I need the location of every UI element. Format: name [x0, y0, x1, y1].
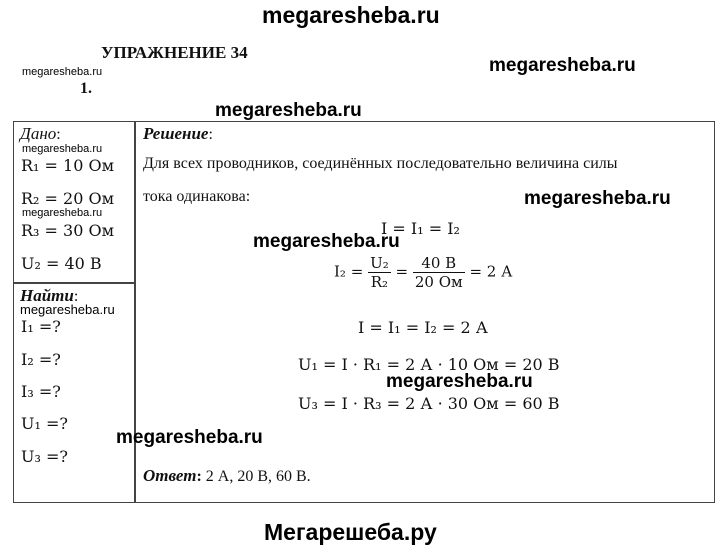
solution-text-line-1: Для всех проводников, соединённых последовательно величина силы [143, 155, 618, 172]
fraction-r2: R₂ [368, 272, 391, 291]
fraction-40v: 40 В [421, 254, 457, 272]
find-item-i1: I₁ =? [21, 317, 61, 336]
given-label: Дано: [20, 124, 61, 143]
watermark-right-2: megaresheba.ru [524, 188, 671, 209]
find-item-i3: I₃ =? [21, 382, 61, 401]
find-item-u3: U₃ =? [21, 447, 68, 466]
fraction-40-20 [413, 254, 465, 291]
answer: Ответ: 2 А, 20 В, 60 В. [143, 466, 311, 485]
equation-i2-eq: = [395, 262, 409, 281]
answer-value: 2 А, 20 В, 60 В. [205, 468, 311, 485]
watermark-small-3: megaresheba.ru [22, 207, 103, 219]
find-label: Найти: [20, 286, 79, 305]
exercise-title: УПРАЖНЕНИЕ 34 [101, 43, 248, 62]
equation-i2-lhs: I₂ = [334, 262, 364, 281]
watermark-small-1: megaresheba.ru [22, 66, 103, 78]
solution-label: Решение: [143, 124, 213, 143]
watermark-bottom-left: megaresheba.ru [116, 427, 263, 448]
fraction-20ohm: 20 Ом [414, 273, 463, 291]
given-item-u2: U₂ = 40 В [21, 254, 102, 273]
find-item-i2: I₂ =? [21, 350, 61, 369]
equation-i2-rhs: = 2 А [469, 262, 513, 281]
given-item-r3: R₃ = 30 Ом [21, 221, 115, 240]
equation-current-equal: I = I₁ = I₂ [381, 219, 460, 238]
watermark-mid-right: megaresheba.ru [386, 371, 533, 392]
watermark-center-1: megaresheba.ru [215, 100, 362, 121]
exercise-number: 1. [80, 80, 92, 97]
table-divider-horizontal [13, 282, 135, 284]
solution-label-text: Решение [143, 124, 209, 143]
equation-u1: U₁ = I · R₁ = 2 А · 10 Ом = 20 В [298, 355, 560, 374]
fraction-u2-r2 [368, 254, 391, 291]
watermark-small-4: megaresheba.ru [20, 302, 115, 317]
find-item-u1: U₁ =? [21, 414, 68, 433]
watermark-top: megaresheba.ru [262, 2, 440, 28]
watermark-footer: Мегарешеба.ру [264, 519, 437, 545]
watermark-small-2: megaresheba.ru [22, 143, 103, 155]
given-item-r2: R₂ = 20 Ом [21, 189, 115, 208]
given-label-text: Дано [20, 124, 57, 143]
equation-i2 [334, 254, 512, 291]
fraction-u2: U₂ [370, 254, 389, 272]
watermark-right-1: megaresheba.ru [489, 55, 636, 76]
answer-label: Ответ [143, 466, 197, 485]
given-item-r1: R₁ = 10 Ом [21, 156, 115, 175]
equation-u3: U₃ = I · R₃ = 2 А · 30 Ом = 60 В [298, 394, 560, 413]
equation-current-value: I = I₁ = I₂ = 2 А [358, 318, 488, 337]
watermark-center-2: megaresheba.ru [253, 231, 400, 252]
solution-text-line-2: тока одинакова: [143, 188, 251, 205]
find-label-text: Найти [20, 286, 74, 305]
